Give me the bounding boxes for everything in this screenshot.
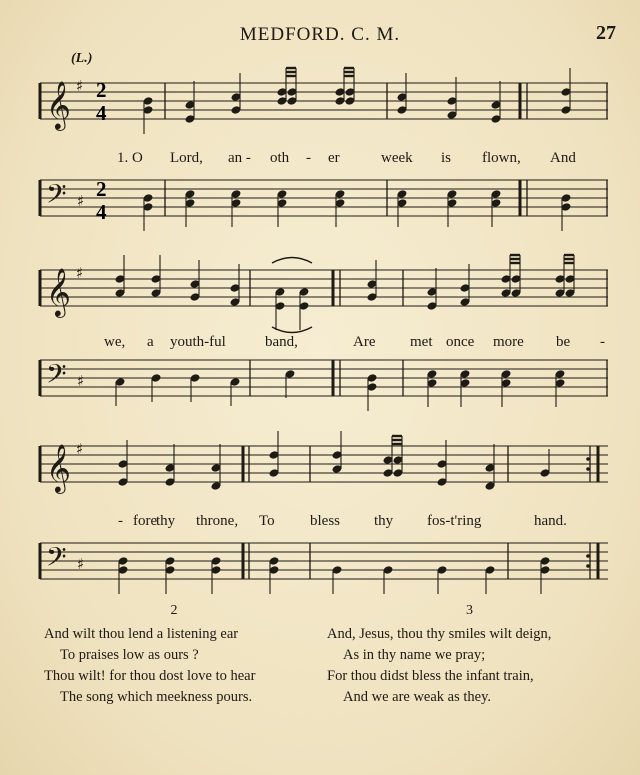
lyric-syllable: more <box>493 334 524 350</box>
svg-text:4: 4 <box>96 101 107 125</box>
lyric-syllable: oth <box>270 150 290 166</box>
lyric-syllable: be <box>556 334 571 350</box>
lyric-syllable: Lord, <box>170 150 203 166</box>
slur <box>272 327 312 333</box>
treble-clef-icon: 𝄞 <box>46 267 71 316</box>
lyric-syllable: thy <box>374 513 394 529</box>
lyric-syllable: - <box>600 334 605 350</box>
bass-clef-icon: 𝄢 <box>46 178 67 216</box>
repeat-dot <box>586 554 590 558</box>
svg-text:2: 2 <box>96 78 107 102</box>
lyric-syllable: is <box>441 150 452 166</box>
verse-line: The song which meekness pours. <box>60 689 253 705</box>
verse-line: Thou wilt! for thou dost love to hear <box>44 668 256 684</box>
verse-line: And, Jesus, thou thy smiles wilt deign, <box>327 626 552 642</box>
verse-3 <box>327 600 612 708</box>
lyric-syllable: band, <box>265 334 298 350</box>
svg-text:4: 4 <box>96 200 107 224</box>
hymn-title: MEDFORD. C. M. <box>239 24 401 45</box>
lyric-syllable: week <box>381 150 413 166</box>
lyric-syllable: an - <box>228 150 251 166</box>
lyric-syllable: 1. O <box>117 150 143 166</box>
time-signature-treble <box>96 78 107 125</box>
slur <box>272 258 312 264</box>
lyric-syllable: - <box>118 513 123 529</box>
repeat-dot <box>586 467 590 471</box>
lyric-syllable: youth-ful <box>170 334 226 350</box>
lyric-syllable: throne, <box>196 513 239 529</box>
lyric-syllable: a <box>147 334 154 350</box>
verse-line: As in thy name we pray; <box>343 647 486 663</box>
repeat-dot <box>586 457 590 461</box>
lyric-syllable: once <box>446 334 475 350</box>
page-number: 27 <box>596 22 616 44</box>
verse-2 <box>44 600 304 708</box>
lyric-syllable: Are <box>353 334 376 350</box>
verse-number: 2 <box>170 603 178 618</box>
lyrics-system-1 <box>0 150 640 170</box>
lyric-syllable: To <box>259 513 275 529</box>
sharp-icon: ♯ <box>76 264 84 282</box>
bass-clef-icon: 𝄢 <box>46 358 67 396</box>
verse-line: For thou didst bless the infant train, <box>327 668 534 684</box>
sharp-icon: ♯ <box>77 555 85 573</box>
bass-clef-icon: 𝄢 <box>46 541 67 579</box>
lyrics-system-2 <box>0 334 640 354</box>
verse-line: And we are weak as they. <box>343 689 492 705</box>
svg-text:2: 2 <box>96 177 107 201</box>
lyric-syllable: fos-t'ring <box>427 513 482 529</box>
verse-line: And wilt thou lend a listening ear <box>44 626 239 642</box>
lyric-syllable: And <box>550 150 576 166</box>
time-signature-bass <box>96 177 107 224</box>
treble-clef-icon: 𝄞 <box>46 80 71 129</box>
sharp-icon: ♯ <box>77 192 85 210</box>
lyric-syllable: flown, <box>482 150 521 166</box>
lyric-syllable: bless <box>310 513 340 529</box>
lyric-syllable: thy <box>156 513 176 529</box>
repeat-dot <box>586 564 590 568</box>
verse-number: 3 <box>466 603 473 618</box>
lyric-syllable: hand. <box>534 513 567 529</box>
sharp-icon: ♯ <box>76 77 84 95</box>
lyric-syllable: fore <box>133 513 158 529</box>
lyric-syllable: - <box>306 150 311 166</box>
lyrics-system-3 <box>0 513 640 533</box>
treble-clef-icon: 𝄞 <box>46 443 71 492</box>
lead-marker: (L.) <box>71 51 93 66</box>
sharp-icon: ♯ <box>77 372 85 390</box>
sharp-icon: ♯ <box>76 440 84 458</box>
lyric-syllable: met <box>410 334 433 350</box>
verse-line: To praises low as ours ? <box>60 647 199 663</box>
lyric-syllable: er <box>328 150 340 166</box>
lyric-syllable: we, <box>104 334 126 350</box>
